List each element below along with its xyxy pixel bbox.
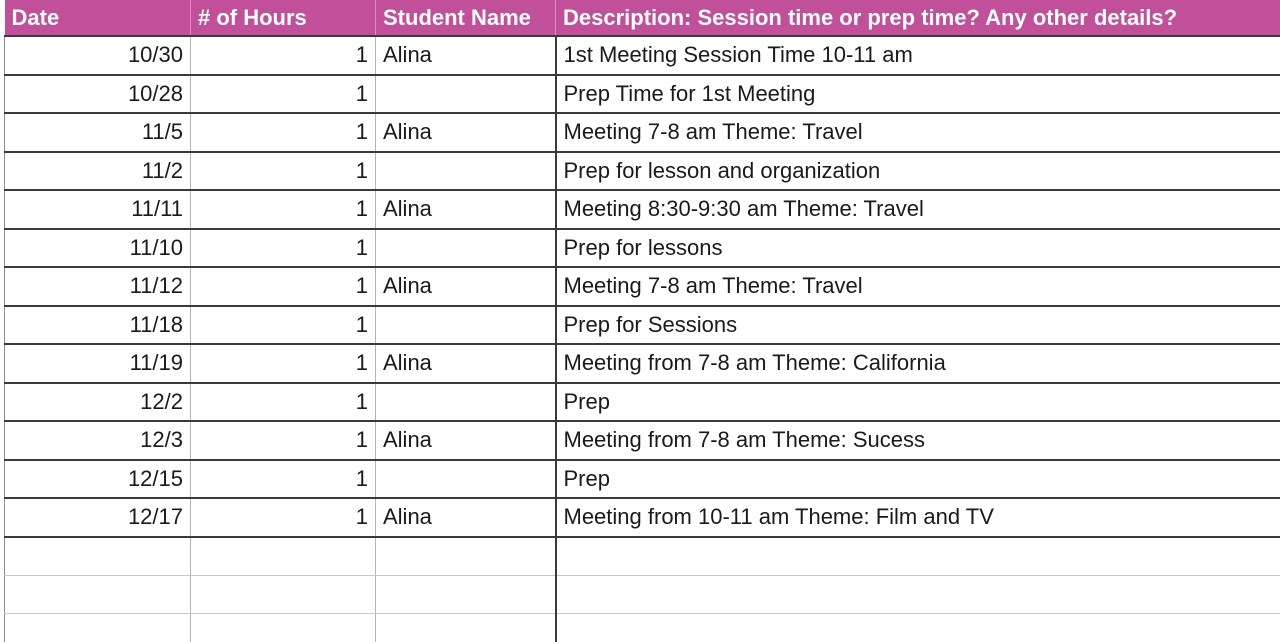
description-cell[interactable]: Prep for Sessions (556, 306, 1280, 345)
column-header-student-name[interactable]: Student Name (376, 0, 556, 36)
date-cell[interactable]: 12/15 (5, 460, 191, 499)
column-header-hours[interactable]: # of Hours (191, 0, 376, 36)
description-cell[interactable]: Prep (556, 383, 1280, 422)
student-name-cell[interactable]: Alina (376, 267, 556, 306)
hours-cell[interactable]: 1 (191, 190, 376, 229)
date-cell[interactable]: 11/5 (5, 113, 191, 152)
empty-cell[interactable] (191, 537, 376, 576)
description-cell[interactable]: 1st Meeting Session Time 10-11 am (556, 36, 1280, 75)
table-row (5, 344, 1280, 383)
table-row (5, 460, 1280, 499)
student-name-cell[interactable]: Alina (376, 36, 556, 75)
table-row (5, 36, 1280, 75)
empty-cell[interactable] (556, 614, 1280, 642)
hours-cell[interactable]: 1 (191, 383, 376, 422)
student-name-cell[interactable] (376, 229, 556, 268)
description-cell[interactable]: Meeting 7-8 am Theme: Travel (556, 267, 1280, 306)
description-cell[interactable]: Meeting 7-8 am Theme: Travel (556, 113, 1280, 152)
empty-cell[interactable] (556, 575, 1280, 614)
hours-cell[interactable]: 1 (191, 306, 376, 345)
description-cell[interactable]: Prep (556, 460, 1280, 499)
description-cell[interactable]: Prep Time for 1st Meeting (556, 75, 1280, 114)
table-row (5, 152, 1280, 191)
date-cell[interactable]: 10/28 (5, 75, 191, 114)
description-cell[interactable]: Prep for lesson and organization (556, 152, 1280, 191)
table-row (5, 383, 1280, 422)
table-row (5, 498, 1280, 537)
student-name-cell[interactable]: Alina (376, 190, 556, 229)
description-cell[interactable]: Meeting 8:30-9:30 am Theme: Travel (556, 190, 1280, 229)
empty-cell[interactable] (556, 537, 1280, 576)
table-row (5, 306, 1280, 345)
student-name-cell[interactable] (376, 383, 556, 422)
table-row (5, 267, 1280, 306)
student-name-cell[interactable]: Alina (376, 344, 556, 383)
table-row (5, 421, 1280, 460)
column-header-date[interactable]: Date (5, 0, 191, 36)
hours-cell[interactable]: 1 (191, 460, 376, 499)
table-row (5, 75, 1280, 114)
student-name-cell[interactable]: Alina (376, 113, 556, 152)
date-cell[interactable]: 12/3 (5, 421, 191, 460)
student-name-cell[interactable] (376, 75, 556, 114)
hours-cell[interactable]: 1 (191, 267, 376, 306)
date-cell[interactable]: 11/2 (5, 152, 191, 191)
hours-cell[interactable]: 1 (191, 113, 376, 152)
empty-cell[interactable] (5, 614, 191, 642)
description-cell[interactable]: Meeting from 7-8 am Theme: Sucess (556, 421, 1280, 460)
hours-log-table (4, 0, 1280, 642)
empty-cell[interactable] (191, 575, 376, 614)
student-name-cell[interactable] (376, 152, 556, 191)
table-row (5, 113, 1280, 152)
student-name-cell[interactable]: Alina (376, 498, 556, 537)
student-name-cell[interactable] (376, 460, 556, 499)
date-cell[interactable]: 12/17 (5, 498, 191, 537)
empty-cell[interactable] (5, 575, 191, 614)
student-name-cell[interactable]: Alina (376, 421, 556, 460)
date-cell[interactable]: 10/30 (5, 36, 191, 75)
table-row (5, 190, 1280, 229)
hours-cell[interactable]: 1 (191, 421, 376, 460)
date-cell[interactable]: 11/12 (5, 267, 191, 306)
hours-cell[interactable]: 1 (191, 36, 376, 75)
empty-row (5, 575, 1280, 614)
empty-cell[interactable] (5, 537, 191, 576)
column-header-description[interactable]: Description: Session time or prep time? Any other details? (556, 0, 1280, 36)
empty-row (5, 537, 1280, 576)
date-cell[interactable]: 11/11 (5, 190, 191, 229)
hours-cell[interactable]: 1 (191, 229, 376, 268)
date-cell[interactable]: 11/18 (5, 306, 191, 345)
table-row (5, 229, 1280, 268)
empty-cell[interactable] (376, 537, 556, 576)
hours-cell[interactable]: 1 (191, 498, 376, 537)
header-row (5, 0, 1280, 36)
empty-cell[interactable] (376, 575, 556, 614)
hours-cell[interactable]: 1 (191, 152, 376, 191)
empty-cell[interactable] (376, 614, 556, 642)
hours-cell[interactable]: 1 (191, 344, 376, 383)
empty-cell[interactable] (191, 614, 376, 642)
hours-cell[interactable]: 1 (191, 75, 376, 114)
empty-row (5, 614, 1280, 642)
date-cell[interactable]: 12/2 (5, 383, 191, 422)
description-cell[interactable]: Meeting from 7-8 am Theme: California (556, 344, 1280, 383)
date-cell[interactable]: 11/10 (5, 229, 191, 268)
description-cell[interactable]: Meeting from 10-11 am Theme: Film and TV (556, 498, 1280, 537)
date-cell[interactable]: 11/19 (5, 344, 191, 383)
student-name-cell[interactable] (376, 306, 556, 345)
description-cell[interactable]: Prep for lessons (556, 229, 1280, 268)
